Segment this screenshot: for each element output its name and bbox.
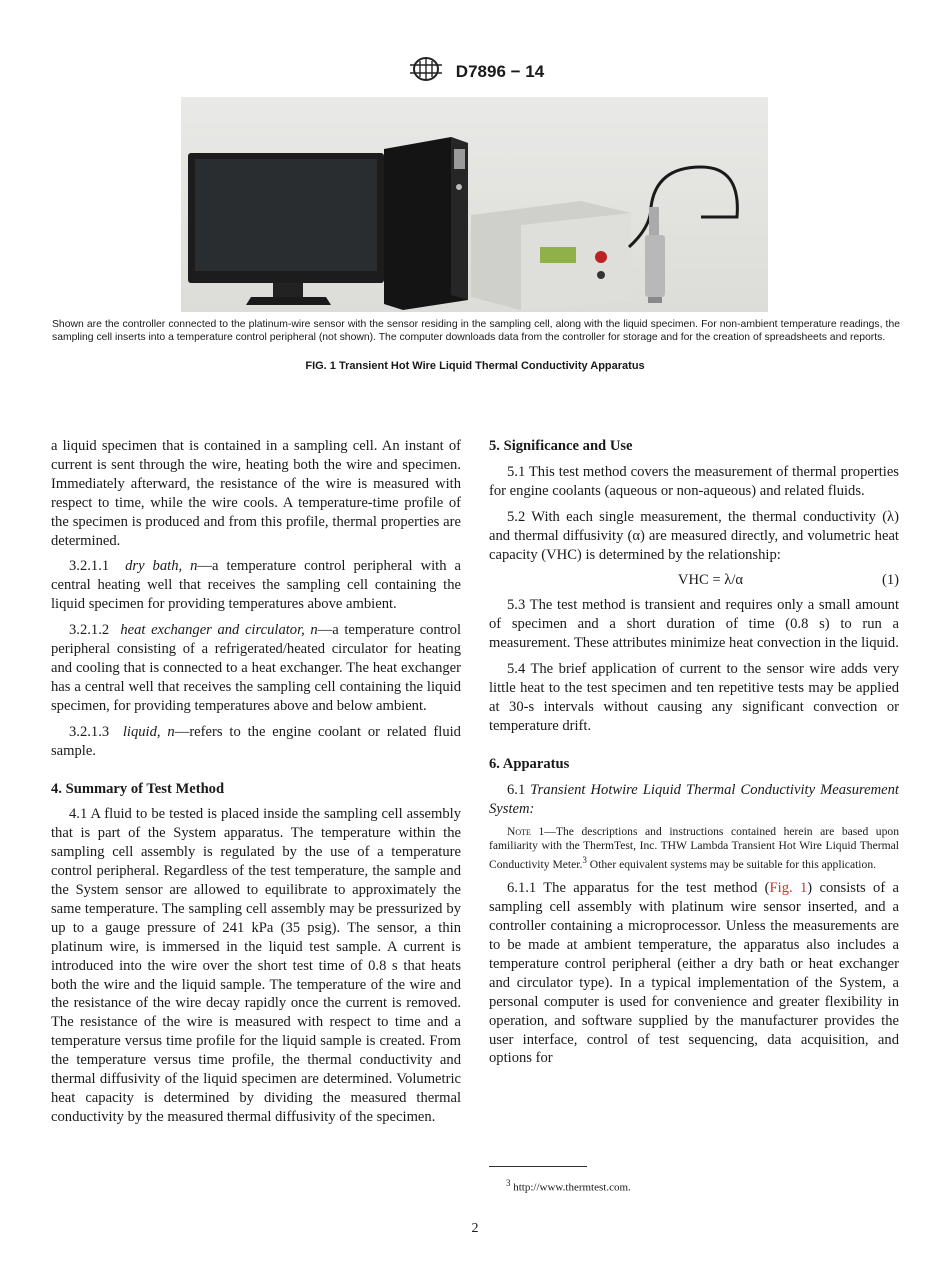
footnote: $^3$ http://www.thermtest.com. <box>506 1178 631 1194</box>
footnote-rule <box>489 1166 587 1167</box>
paragraph-5-2: 5.2 With each single measurement, the thermal conductivity (λ) and thermal diffusivity (α) are measured directly, and volumetric heat capacity (VHC) is determined by the relationship: <box>489 508 899 563</box>
figure-title: FIG. 1 Transient Hot Wire Liquid Thermal Conductivity Apparatus <box>305 360 645 372</box>
standard-designation: D7896 − 14 <box>455 61 545 81</box>
page-number: 2 <box>471 1221 479 1236</box>
figure-caption: Shown are the controller connected to the platinum-wire sensor with the sensor residing in the sampling cell, along with the liquid specimen. For non-ambient temperature readings, the sampling cell inserts into a temperature control peripheral (not shown). The computer downloads data from the controller for storage and for the creation of spreadsheets and reports. <box>52 319 900 343</box>
section-6-heading: 6. Apparatus <box>489 755 570 772</box>
paragraph-continued: a liquid specimen that is contained in a sampling cell. An instant of current is sent through the wire, heating both the wire and specimen. Immediately afterward, the resistance of the wire is measured with respect to time, while the wire cools. A temperature-time profile of the specimen is produced and from this profile, thermal properties are determined. <box>51 438 461 549</box>
left-column <box>51 437 461 1134</box>
definition-heat-exchanger: 3.2.1.2 heat exchanger and circulator, n—a temperature control peripheral consisting of a refrigerated/heated circulator for heating and cooling that is connected to a heat exchanger. The heat exchanger has a central well that receives the sampling cell containing the liquid specimen, for providing temperatures above and below ambient. <box>51 622 461 714</box>
paragraph-5-1: 5.1 This test method covers the measurement of thermal properties for engine coolants (aqueous or non-aqueous) and related fluids. <box>489 463 899 499</box>
definition-dry-bath: 3.2.1.1 dry bath, n—a temperature control peripheral with a central heating well that receives the sampling cell containing the liquid specimen for providing temperatures above ambient. <box>51 558 461 613</box>
paragraph-4-1: 4.1 A fluid to be tested is placed inside the sampling cell assembly that is part of the System apparatus. The temperature within the sampling cell assembly is regulated by the use of a temperature control peripheral. Regardless of the test temperature, the sample and the System sensor are allowed to equilibrate to approximately the same temperature. The sampling cell assembly may be pressurized by up to a gauge pressure of 241 kPa (35 psig). The sensor, a thin platinum wire, is immersed in the liquid test sample. A current is introduced into the wire over the short test time of 0.8 s that heats both the wire and the liquid sample. The temperature of the wire and the resistance of the wire decay rapidly once the current is removed. The resistance of the wire is measured with respect to time and a temperature versus time profile for the liquid sample is created. From the temperature versus time profile, the thermal conductivity and thermal diffusivity of the liquid specimen are determined. Volumetric heat capacity is determined by dividing the measured thermal conductivity by the measured thermal diffusivity of the specimen. <box>51 806 461 1125</box>
astm-logo-icon <box>406 56 446 87</box>
right-column <box>489 437 899 1075</box>
page-header <box>0 56 950 87</box>
apparatus-photo <box>181 97 768 312</box>
paragraph-6-1-1: 6.1.1 The apparatus for the test method (Fig. 1) consists of a sampling cell assembly with platinum wire sensor inserted, and a controller containing a microprocessor. Unless the measurements are to be made at ambient temperature, the apparatus also includes a temperature control peripheral (either a dry bath or heat exchanger and circulator type). In a typical implementation of the System, a personal computer is used for convenience and greater flexibility in operation, and software supplied by the manufacturer provides the user interface, control of test sequencing, data acquisition, and options for <box>489 880 899 1067</box>
definition-liquid: 3.2.1.3 liquid, n—refers to the engine coolant or related fluid sample. <box>51 723 461 759</box>
section-5-heading: 5. Significance and Use <box>489 438 633 454</box>
fig-1-link[interactable]: Fig. 1 <box>769 880 808 897</box>
note-1: Note 1—The descriptions and instructions contained herein are based upon familiarity with the ThermTest, Inc. THW Lambda Transient Hot Wire Liquid Thermal Conductivity Meter.$^3$ Other equivalent systems may be suitable for this application. <box>489 825 899 872</box>
equation-body: VHC = λ/α <box>677 572 744 589</box>
paragraph-5-3: 5.3 The test method is transient and requires only a small amount of specimen and a short duration of time (0.8 s) to run a measurement. These attributes minimize heat convection in the liquid. <box>489 597 899 652</box>
paragraph-6-1: 6.1 Transient Hotwire Liquid Thermal Conductivity Measurement System: <box>489 781 899 817</box>
equation-1 <box>489 571 899 590</box>
equation-number: (1) <box>881 572 899 589</box>
section-4-heading: 4. Summary of Test Method <box>51 780 225 797</box>
paragraph-5-4: 5.4 The brief application of current to the sensor wire adds very little heat to the test specimen and ten repetitive tests may be applied at 30-s intervals without causing any significant convection or temperature drift. <box>489 661 899 734</box>
